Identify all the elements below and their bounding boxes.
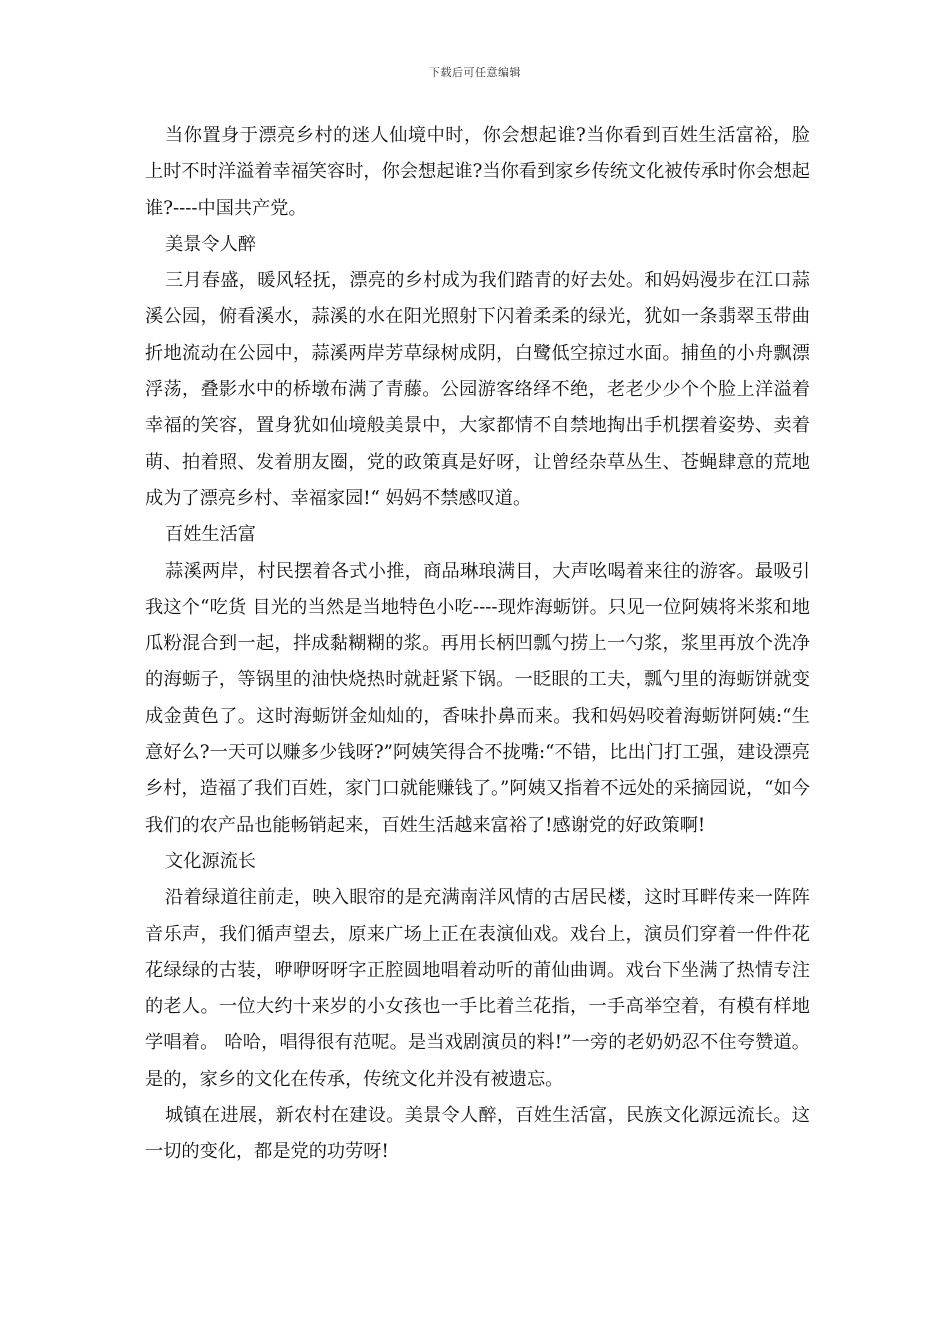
section-heading-culture: 文化源流长 <box>165 850 256 872</box>
prosperity-paragraph: 蒜溪两岸，村民摆着各式小推，商品琳琅满目，大声吆喝着来往的游客。最吸引我这个“吃货 目光的当然是当地特色小吃----现炸海蛎饼。只见一位阿姨将米浆和地瓜粉混合到一起，拌成黏糊糊的浆。再用长柄凹瓢勺捞上一勺浆，浆里再放个洗净的海蛎子，等锅里的油快烧热时就赶紧下锅。一眨眼的工夫，瓢勺里的海蛎饼就变成金黄色了。这时海蛎饼金灿灿的，香味扑鼻而来。我和妈妈咬着海蛎饼阿姨:“生意好么?一天可以赚多少钱呀?”阿姨笑得合不拢嘴:“不错，比出门打工强，建设漂亮乡村，造福了我们百姓，家门口就能赚钱了。”阿姨又指着不远处的采摘园说，“如今我们的农产品也能畅销起来，百姓生活越来富裕了!感谢党的好政策啊! <box>145 560 810 836</box>
article-body <box>145 118 810 1171</box>
page-header: 下载后可任意编辑 <box>429 66 521 79</box>
culture-paragraph: 沿着绿道往前走，映入眼帘的是充满南洋风情的古居民楼，这时耳畔传来一阵阵音乐声，我们循声望去，原来广场上正在表演仙戏。戏台上，演员们穿着一件件花花绿绿的古装，咿咿呀呀字正腔圆地唱着动听的莆仙曲调。戏台下坐满了热情专注的老人。一位大约十来岁的小女孩也一手比着兰花指，一手高举空着，有模有样地学唱着。 哈哈，唱得很有范呢。是当戏剧演员的料!”一旁的老奶奶忍不住夸赞道。是的，家乡的文化在传承，传统文化并没有被遗忘。 <box>145 887 810 1090</box>
section-heading-scenery: 美景令人醉 <box>165 233 256 255</box>
intro-paragraph: 当你置身于漂亮乡村的迷人仙境中时，你会想起谁?当你看到百姓生活富裕，脸上时不时洋溢着幸福笑容时，你会想起谁?当你看到家乡传统文化被传承时你会想起谁?----中国共产党。 <box>145 125 810 219</box>
section-heading-prosperity: 百姓生活富 <box>165 524 256 546</box>
conclusion-paragraph: 城镇在进展，新农村在建设。美景令人醉，百姓生活富，民族文化源远流长。这一切的变化，都是党的功劳呀! <box>145 1105 810 1163</box>
scenery-paragraph: 三月春盛，暖风轻抚，漂亮的乡村成为我们踏青的好去处。和妈妈漫步在江口蒜溪公园，俯看溪水，蒜溪的水在阳光照射下闪着柔柔的绿光，犹如一条翡翠玉带曲折地流动在公园中，蒜溪两岸芳草绿树成阴，白鹭低空掠过水面。捕鱼的小舟飘漂浮荡，叠影水中的桥墩布满了青藤。公园游客络绎不绝，老老少少个个脸上洋溢着幸福的笑容，置身犹如仙境般美景中，大家都情不自禁地掏出手机摆着姿势、卖着萌、拍着照、发着朋友圈，党的政策真是好呀，让曾经杂草丛生、苍蝇肆意的荒地成为了漂亮乡村、幸福家园!“ 妈妈不禁感叹道。 <box>145 270 810 509</box>
